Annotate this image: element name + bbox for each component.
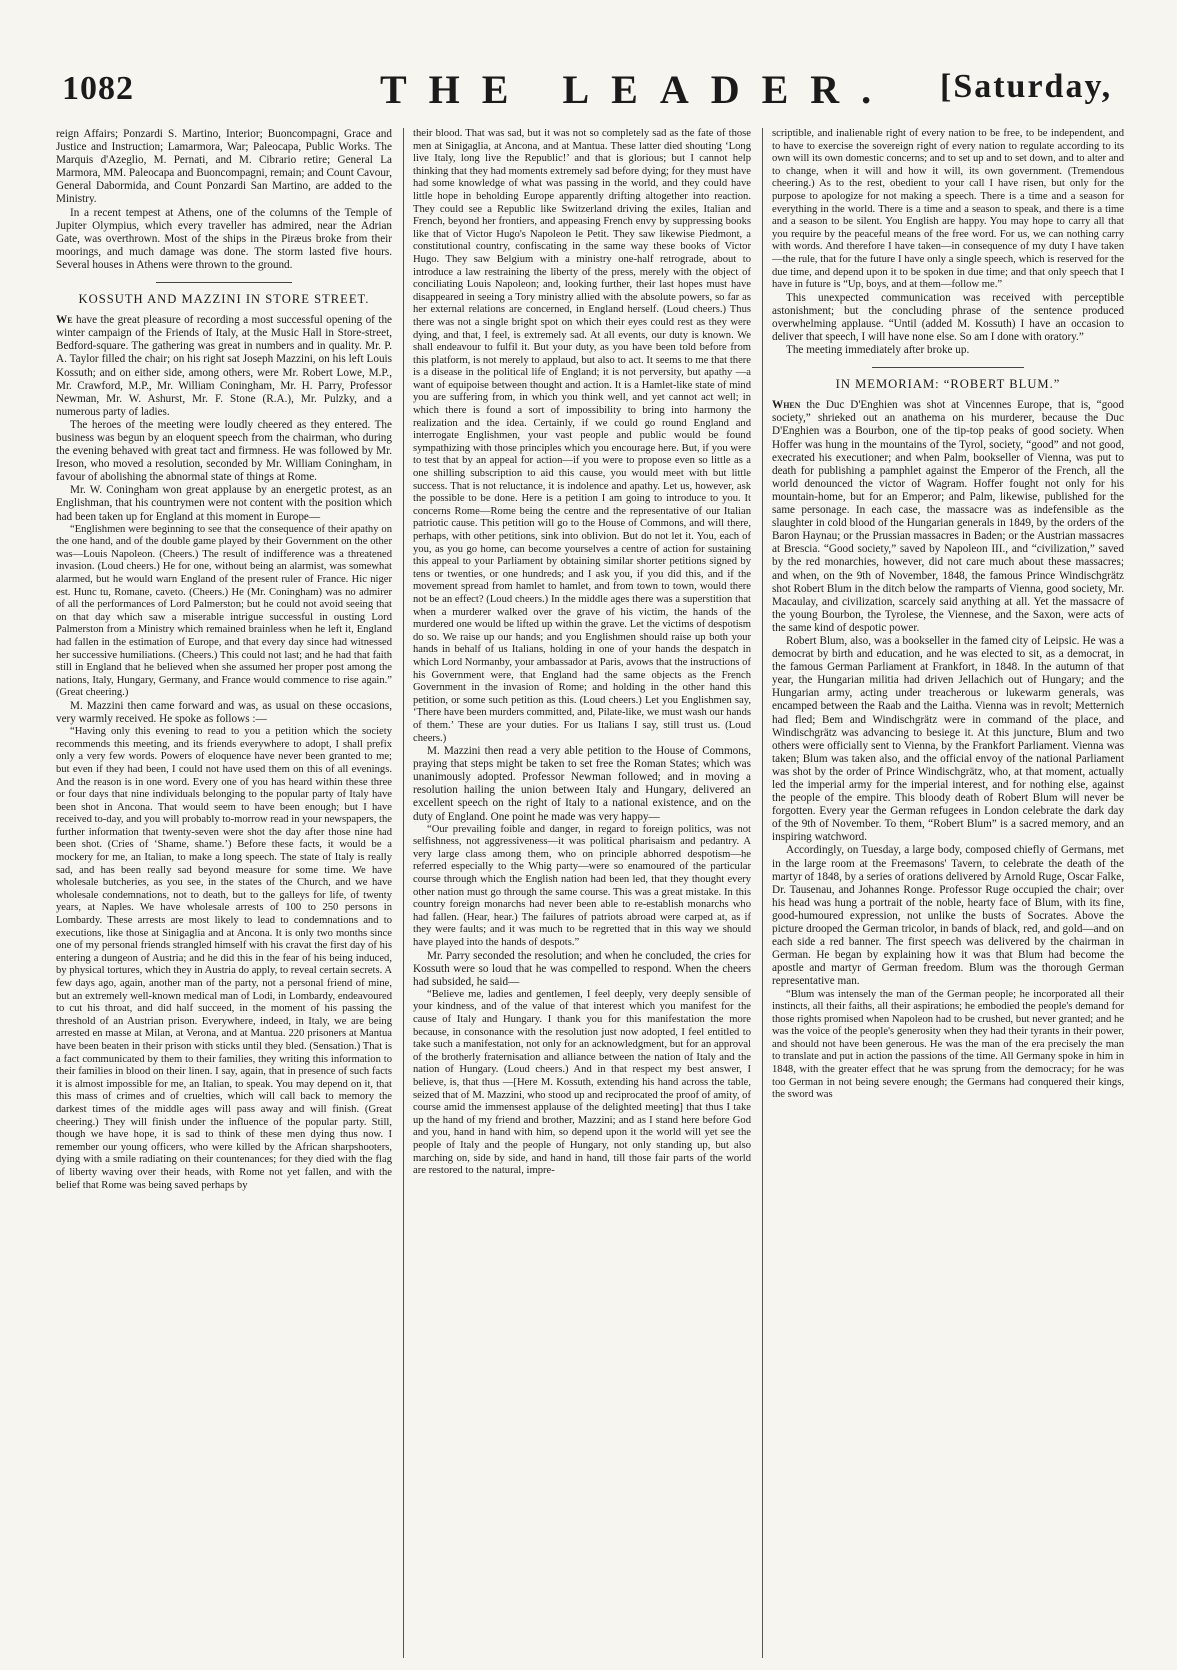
section-divider	[872, 367, 1024, 368]
quoted-speech: scriptible, and inalienable right of every nation to be free, to be independent, and to have to exercise the sovereign right of every nation to regulate according to its own will its own domestic concerns; and to set up and to set down, and to alter and to change, when it will and how it will, its own government. (Tremendous cheering.) As to the rest, obedient to your call I have risen, but only for the purpose to apologize for not making a speech. There is a time and a season for everything in the world. There is a time and a season to speak, and there is a time and a season to be silent. You English are happy. You may hope to carry all that you require by the peaceful means of the free word. For us, we can nothing carry with words. And therefore I have taken—in consequence of my duty I have taken—the rule, that for the future I have only a single speech, which is reserved for the due time, and depend upon it to be spoken in due time; and that only speech that I have in future is “Up, boys, and at them—follow me.”	[772, 128, 1124, 291]
article-columns	[56, 128, 1128, 1658]
masthead	[0, 40, 1177, 120]
column-3	[772, 128, 1124, 1658]
paragraph: This unexpected communication was received with perceptible astonishment; but the concluding phrase of the sentence produced overwhelming applause. “Until (added M. Kossuth) I have an occasion to deliver that speech, I will have none else. So am I done with oratory.”	[772, 291, 1124, 343]
quoted-speech: “Believe me, ladies and gentlemen, I feel deeply, very deeply sensible of your kindness, and of the value of that interest which you manifest for the cause of Italy and Hungary. I thank you for this manifestation the more because, in consonance with the resolution just now adopted, I feel entitled to take such a manifestation, not only for an acknowledgment, but for an approval of the brotherly fraternisation and alliance between the nation of Italy and the nation of Hungary. (Loud cheers.) And in that respect my best answer, I believe, is, that thus —[Here M. Kossuth, extending his hand across the table, seized that of M. Mazzini, who stood up and reciprocated the proof of amity, of course amid the immensest applause of the delighted meeting] that thus I take up the hand of my friend and brother, Mazzini; and as I stand here before God and you, hand in hand with him, so depend upon it the world will yet see the people of Italy and the people of Hungary, not only standing up, but also marching on, side by side, and hand in hand, till those fair parts of the world are restored to the natural, impre-	[413, 988, 751, 1177]
page-number: 1082	[62, 70, 134, 107]
paragraph: Robert Blum, also, was a bookseller in the famed city of Leipsic. He was a democrat by birth and education, and he was elected to sit, as a democrat, in the famous German Parliament at Frankfort, in 1848. In the autumn of that year, the Hungarian militia had driven Jellachich out of Hungary; and the Hungarian army, acting under treacherous or lukewarm generals, was encamped between the Raab and the Laitha. Vienna was in revolt; Metternich had fled; Bem and Windischgrätz were in command of the place, and Windischgrätz was advancing to besiege it. At this juncture, Blum and two others were officially sent to Vienna, by the Frankfort Parliament. Vienna was taken; Blum was taken also, and the official envoy of the national Parliament was shot by the order of Prince Windischgrätz, who, at that moment, actually led the imperial army for the imperial interest, and for nothing else, against the people of the empire. This bloody death of Robert Blum will never be forgotten. Every year the German refugees in London celebrate the dark day of the 9th of November. To them, “Robert Blum” is a sacred memory, and an inspiring watchword.	[772, 634, 1124, 844]
quoted-speech: their blood. That was sad, but it was not so completely sad as the fate of those men at Sinigaglia, at Ancona, and at Mantua. These latter died shouting ‘Long live Italy, long live the Republic!’ and that is glorious; but I cannot help thinking that they had moments extremely sad before dying; for they must have had some knowledge of what was passing in the world, and they could have little hope in beholding Europe apparently drifting altogether into reaction. They could see a Republic like Switzerland driving the exiles, Italian and French, beyond her frontiers, and appeasing French envy by suppressing books like that of Victor Hugo's Napoleon le Petit. They saw likewise Piedmont, a constitutional country, confiscating in the same way these books of Victor Hugo. They saw Belgium with a ministry one-half retrograde, about to introduce a law restraining the liberty of the press, merely with the object of conciliating Louis Napoleon; and, looking further, their last hopes must have disappeared in seeing a Tory ministry allied with the absolute powers, so far as her external relations are concerned, in England herself. (Loud cheers.) Thus there was not a single bright spot on which their eyes could rest as they were dying, and that, I feel, is extremely sad. At all events, our duty is known. We shall endeavour to fulfil it. But your duty, as you have been told before from this platform, is not merely to applaud, but also to act. It seems to me that there is a disease in the political life of England; it is not perversity, but apathy —a want of equipoise between thought and action. It is a Hamlet-like state of mind you are suffering from, in which you think well, and yet cannot act well; in which there is found a sort of impossibility to bring into harmony the realization and the idea. Certainly, if we could go round England and interrogate Englishmen, your vast people and public would be found sympathizing with those principles which you encourage here. But, if you were to test that by an appeal for action—if you were to propose even so little as a one shilling subscription to aid this cause, you would meet with but little success. That is not reluctance, it is indolence and apathy. Let us, however, ask the possible to be done. Here is a petition I am going to introduce to you. It concerns Rome—Rome being the centre and the representative of our Italian patriotic cause. This petition will go to the House of Commons, and will there, perhaps, with other petitions, sink into oblivion. But do not let it. You, each of you, as you go home, can become yourselves a centre of action for sustaining this appeal to your Parliament by obtaining similar shorter petitions signed by tens or twenties, or one hundreds; and I ask you, if you did this, and if the movement spread from hamlet to hamlet, and from town to town, would there not be an effect? (Loud cheers.) In the middle ages there was a superstition that when a murderer walked over the grave of his victim, the hands of the murdered one would be lifted up within the grave. Let the victims of despotism do so. We raise up our hands; and you Englishmen should raise up both your hands in behalf of us Italians, holding in one of your hands the despatch in which Lord Normanby, your ambassador at Paris, avows that the instructions of his Government were, that England had the same objects as the French Government in the invasion of Rome; and holding in the other hand this petition, or some such petition as this. (Loud cheers.) Let you Englishmen say, ‘There have been murders committed, and, Pilate-like, we must wash our hands of them.’ These are your duties. For us Italians I say, still trust us. (Loud cheers.)	[413, 128, 751, 744]
paragraph: Mr. Parry seconded the resolution; and when he concluded, the cries for Kossuth were so loud that he was compelled to respond. When the cheers had subsided, he said—	[413, 949, 751, 988]
paragraph-text: the Duc D'Enghien was shot at Vincennes Europe, that is, “good society,” shrieked out an anathema on his murderer, because the Duc D'Enghien was a Bourbon, one of the tip-top peaks of good society. When Hoffer was hung in the mountains of the Tyrol, society, “good” and not good, execrated his executioner; and when Palm, bookseller of Vienna, was put to death for publishing a pamphlet against the Emperor of the French, all the world denounced the victor of Wagram. Hoffer fought not only for his mountain-home, but for an Emperor; and Palm, likewise, published for the same personage. In each case, the massacre was as indefensible as the slaughter in cold blood of the Hungarian generals in 1849, by the orders of the Baron Haynau; or the Prussian massacres in Baden; or the Austrian massacres at Brescia. “Good society,” saved by Napoleon III., and “civilization,” saved by the red monarchies, however, did not care much about these massacres; and when, on the 9th of November, 1848, the famous Prince Windischgrätz shot Robert Blum in the ditch below the ramparts of Vienna, good society, Mr. Macaulay, and civilization, scarcely said anything at all. Yet the massacre of the young Bourbon, the Tyrolese, the Viennese, and the Saxon, were acts of the same kind of despotic power.	[772, 399, 1124, 634]
paragraph	[772, 399, 1124, 635]
paragraph: M. Mazzini then came forward and was, as usual on these occasions, very warmly received. He spoke as follows :—	[56, 699, 392, 726]
quoted-speech: “Having only this evening to read to you a petition which the society recommends this meeting, and its friends everywhere to adopt, I shall prefix only a very few words. Powers of eloquence have never been granted to me; but even if they had been, I could not have used them on this of all evenings. And the reason is in one word. Every one of you has heard within these three or four days that nine individuals belonging to the popular party of Italy have been shot in Ancona. That would seem to have been enough; but I have received to-day, and you will probably to-morrow read in your newspapers, the further information that twenty-seven were shot the day after those nine had been shot. (Cries of ‘Shame, shame.’) Before these facts, it would be a mockery for me, an Italian, to make a long speech. The state of Italy is really sad, and has been really sad beyond measure for some time. We have wholesale butcheries, as you see, in the states of the Church, and we have wholesale condemnations, not to death, but to the galleys for life, of twenty years, at Naples. We have wholesale arrests of 100 to 250 persons in Lombardy. These arrests are most likely to lead to condemnations and to executions, like those at Sinigaglia and at Ancona. It is only two months since one of my personal friends strangled himself with his cravat the first day of his entering a dungeon of Austria; and he did this in the fear of his being induced, by physical tortures, which they in Austria do apply, to reveal certain secrets. A few days ago, again, another man of the party, not a personal friend of mine, but an extremely well-known medical man of Lodi, in Lombardy, endeavoured to cut his throat, and did half succeed, in the moment of his passing the threshold of an Austrian prison. Everywhere, indeed, in Italy, we are being arrested en masse at Milan, at Verona, and at Mantua. 220 prisoners at Mantua have been beaten in their prison with sticks until they bled. (Sensation.) That is a fact communicated by them to their families, they writing this information to their families in blood on their linen. I say, again, that in presence of such facts it is almost impossible for me, an Italian, to speak. You may depend on it, that this mass of crimes and of cruelties, which will call back to memory the darkest times of the middle ages will pass away and will finish. (Great cheering.) They will finish under the influence of the popular party. Still, though we have hope, it is sad to think of these men dying thus now. I remember our young officers, who were killed by the African sharpshooters, dying with a smile radiating on their countenances; for they died with the flag of liberty waving over their heads, with Rome not yet fallen, and with the belief that Rome was being saved perhaps by	[56, 726, 392, 1191]
column-2	[413, 128, 751, 1658]
paragraph-text: have the great pleasure of recording a most successful opening of the winter campaign of the Friends of Italy, at the Music Hall in Store-street, Bedford-square. The gathering was great in numbers and in quality. Mr. P. A. Taylor filled the chair; on his right sat Joseph Mazzini, on his left Louis Kossuth; and on either side, among others, were Mr. Robert Lowe, M.P., Mr. Crawford, M.P., Mr. William Coningham, Mr. H. Parry, Professor Newman, Mr. W. Ashurst, Mr. F. Stone (R.A.), Mr. Pulzky, and a numerous party of ladies.	[56, 314, 392, 418]
paragraph: In a recent tempest at Athens, one of the columns of the Temple of Jupiter Olympius, which every traveller has admired, near the Adrian Gate, was overthrown. Most of the ships in the Piræus broke from their moorings, and much damage was done. The storm lasted five hours. Several houses in Athens were thrown to the ground.	[56, 206, 392, 271]
newspaper-title: THE LEADER.	[380, 67, 894, 112]
paragraph: reign Affairs; Ponzardi S. Martino, Interior; Buoncompagni, Grace and Justice and Instruction; Lamarmora, War; Paleocapa, Public Works. The Marquis d'Azeglio, M. Pernati, and M. Cibrario retire; General La Marmora, MM. Paleocapa and Buoncompagni, remain; and Count Cavour, General Dabormida, and Count Ponzardi San Martino, are added to the Ministry.	[56, 128, 392, 206]
column-divider	[762, 128, 763, 1658]
paragraph: The heroes of the meeting were loudly cheered as they entered. The business was begun by an eloquent speech from the chairman, who during the evening behaved with great tact and firmness. He was followed by Mr. Ireson, who moved a resolution, seconded by Mr. William Coningham, in favour of abolishing the abnormal state of things at Rome.	[56, 418, 392, 484]
quoted-speech: “Englishmen were beginning to see that the consequence of their apathy on the one hand, and of the double game played by their Government on the other was—Louis Napoleon. (Cheers.) The result of indifference was a threatened invasion. (Loud cheers.) He for one, without being an alarmist, was somewhat alarmed, but he would warn England of the present ruler of France. Hic niger est. Hunc tu, Romane, caveto. (Cheers.) He (Mr. Coningham) was no admirer of all the performances of Lord Palmerston; but he could not avoid seeing that on that day which saw a miserable intrigue successful in ousting Lord Palmerston from a Ministry which remained brainless when he left it, England had fallen in the estimation of Europe, and that every day since had witnessed her successive humiliations. (Cheers.) This could not last; and he had that faith still in England that he believed when she assumed her proper post among the nations, Italy, Hungary, Germany, and France would commence to rise again.” (Great cheering.)	[56, 523, 392, 699]
article-heading: KOSSUTH AND MAZZINI IN STORE STREET.	[78, 292, 370, 307]
column-1	[56, 128, 392, 1658]
quoted-speech: “Blum was intensely the man of the German people; he incorporated all their instincts, all their faiths, all their aspirations; he embodied the people's demand for those rights promised when Napoleon had to be crushed, but never granted; and he was the voice of the people's generosity when they had their tyrants in their power, and should not have been generous. He was the man of the era precisely the man to translate and put in action the passions of the time. All Germany spoke in him in 1848, with the greater effect that he was sprung from the democracy; for he was too German in not being severe enough; the Germans had conquered their kings, the sword was	[772, 988, 1124, 1101]
drop-word: We	[56, 314, 73, 327]
issue-day: [Saturday,	[940, 68, 1113, 105]
paragraph: Mr. W. Coningham won great applause by an energetic protest, as an Englishman, that his countrymen were not content with the position which had been taken up for England at this moment in Europe—	[56, 484, 392, 523]
paragraph: Accordingly, on Tuesday, a large body, composed chiefly of Germans, met in the large room at the Freemasons' Tavern, to celebrate the death of the martyr of 1848, by a series of orations delivered by Arnold Ruge, Oscar Falke, Dr. Tausenau, and Johannes Ronge. Professor Ruge occupied the chair; over his head was hung a portrait of the noble, hearty face of Blum, with its fine, good-humoured expression, not unlike the busts of Socrates. Above the picture drooped the German tricolor, in bands of black, red, and gold—and on each side a red banner. The first speech was delivered by the chairman in German. He began by explaining how it was that Blum had become the apostle and martyr of German freedom. Blum was the thorough German representative man.	[772, 844, 1124, 988]
quoted-speech: “Our prevailing foible and danger, in regard to foreign politics, was not selfishness, not aggressiveness—it was political pharisaism and pedantry. A very large class among them, who on principle abhorred despotism—he referred especially to the Whig party—were so enamoured of the particular course through which the English nation had been led, that they thought every other nation must go through the same course. This was a great mistake. In this country foreign monarchs had never been able to re-establish monarchs who had fallen. (Hear, hear.) The failures of patriots abroad were carped at, as if they were faults; and it was much to be regretted that in this way we should have played into the hands of despots.”	[413, 823, 751, 948]
paragraph: M. Mazzini then read a very able petition to the House of Commons, praying that steps might be taken to set free the Roman States; which was unanimously adopted. Professor Newman followed; and in moving a resolution hailing the union between Italy and Hungary, delivered an excellent speech on the right of Italy to a national existence, and on the duty of England. One point he made was very happy—	[413, 745, 751, 823]
column-divider	[403, 128, 404, 1658]
drop-word: When	[772, 399, 801, 412]
paragraph	[56, 314, 392, 419]
section-divider	[156, 282, 292, 283]
article-heading: IN MEMORIAM: “ROBERT BLUM.”	[835, 377, 1061, 392]
paragraph: The meeting immediately after broke up.	[786, 344, 970, 357]
